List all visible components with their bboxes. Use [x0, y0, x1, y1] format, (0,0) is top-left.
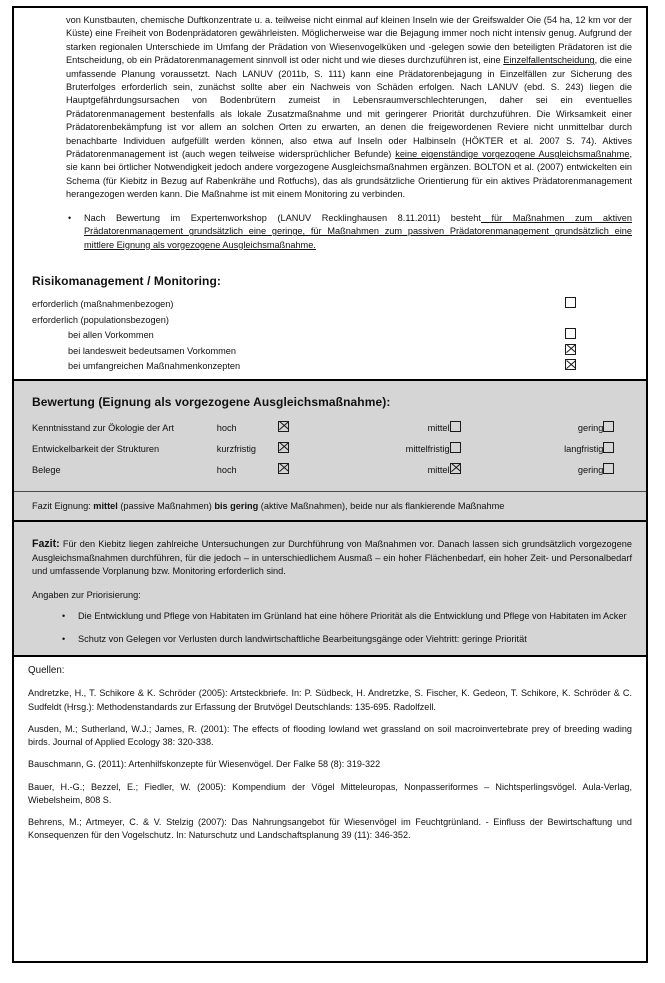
bewertung-section: [14, 381, 646, 491]
checkbox-unchecked[interactable]: [450, 421, 461, 432]
table-row: [32, 328, 632, 344]
spacer: [306, 418, 379, 439]
bewertung-option-label: gering: [577, 464, 604, 475]
bewertung-gray-region: [14, 381, 646, 655]
risikomanagement-title: Risikomanagement / Monitoring:: [32, 273, 222, 288]
checkbox-checked[interactable]: [278, 463, 289, 474]
quellen-reference: Bauer, H.-G.; Bezzel, E.; Fiedler, W. (2005): Kompendium der Vögel Mitteleuropas, Nonpasseriformes – Nichtsperlingsvögel. Aula-Verlag, Wiebelsheim, 808 S.: [28, 781, 632, 805]
narrative-bullet-segment: Nach Bewertung im Expertenworkshop (LANUV Recklinghausen 8.11.2011) besteht: [84, 212, 481, 223]
spacer: [478, 460, 544, 481]
risk-row-checkbox-cell: [565, 313, 632, 329]
list-item: [60, 610, 632, 623]
quellen-reference: Ausden, M.; Sutherland, W.J.; James, R. (2001): The effects of flooding lowland wet grassland on soil macroinvertebrate prey of breeding wading birds. Journal of Applied Ecology 38: 320-338.: [28, 723, 632, 748]
bewertung-option-label: mittel: [427, 464, 450, 475]
bullet-marker-icon: •: [68, 212, 72, 223]
bewertung-option-label: hoch: [216, 464, 237, 475]
table-row: [32, 313, 632, 329]
bullet-marker-icon: •: [62, 611, 66, 622]
bewertung-option-label: langfristig: [564, 443, 604, 454]
table-row: [32, 418, 632, 439]
fazit-eignung-segment: Fazit Eignung:: [32, 500, 94, 511]
fazit-eignung-line: [14, 492, 646, 520]
checkbox-unchecked[interactable]: [565, 328, 576, 339]
bewertung-option-checkbox-cell: [278, 418, 307, 439]
bullet-marker-icon: •: [62, 633, 66, 644]
narrative-segment: Einzelfallentscheidung: [503, 55, 595, 66]
bewertung-option-label: kurzfristig: [216, 443, 257, 454]
spacer: [306, 439, 379, 460]
table-row: [32, 439, 632, 460]
risk-row-label: bei landesweit bedeutsamen Vorkommen: [68, 345, 237, 356]
list-item: [60, 633, 632, 646]
table-row: [32, 297, 632, 313]
checkbox-checked[interactable]: [565, 359, 576, 370]
fazit-paragraph: [32, 538, 632, 579]
bewertung-option-checkbox-cell: [450, 439, 479, 460]
checkbox-unchecked[interactable]: [603, 463, 614, 474]
table-row: [32, 359, 632, 375]
risk-row-checkbox-cell: [565, 297, 632, 313]
narrative-section: [14, 8, 646, 202]
bewertung-option-label: mittelfristig: [405, 443, 450, 454]
bewertung-criterion-label: Entwickelbarkeit der Strukturen: [32, 443, 160, 454]
bewertung-option-checkbox-cell: [450, 418, 479, 439]
quellen-reference-list: [28, 687, 632, 842]
bewertung-option-label: gering: [577, 422, 604, 433]
bewertung-criterion-label: Kenntnisstand zur Ökologie der Art: [32, 422, 174, 433]
list-item: [66, 212, 632, 252]
quellen-reference: Bauschmann, G. (2011): Artenhilfskonzepte für Wiesenvögel. Der Falke 58 (8): 319-322: [28, 759, 381, 770]
bewertung-option-checkbox-cell: [278, 460, 307, 481]
risikomanagement-section: [14, 252, 646, 379]
risk-row-label: erforderlich (maßnahmenbezogen): [32, 298, 174, 309]
narrative-paragraph: [66, 14, 632, 202]
bewertung-option-checkbox-cell: [603, 439, 632, 460]
bewertung-title: Bewertung (Eignung als vorgezogene Ausgleichsmaßnahme):: [32, 394, 391, 409]
bewertung-option-checkbox-cell: [278, 439, 307, 460]
risk-row-checkbox-cell: [565, 344, 632, 360]
risk-row-label: erforderlich (populationsbezogen): [32, 314, 169, 325]
quellen-section: [14, 657, 646, 850]
quellen-reference: Behrens, M.; Artmeyer, C. & V. Stelzig (2007): Das Nahrungsangebot für Wiesenvögel im Feuchtgrünland. - Einfluss der Bewirtschaftung und Konsequenzen für den Vogelschutz. In: Naturschutz und Landschaftsplanung 39 (11): 346-352.: [28, 817, 632, 841]
checkbox-unchecked[interactable]: [603, 442, 614, 453]
checkbox-unchecked[interactable]: [603, 421, 614, 432]
bewertung-criterion-label: Belege: [32, 464, 61, 475]
document-page: [12, 6, 648, 963]
bewertung-option-label: hoch: [216, 422, 237, 433]
risikomanagement-table: [32, 297, 632, 375]
table-row: [32, 344, 632, 360]
narrative-segment: von Kunstbauten, chemische Duftkonzentrate u. a. teilweise nicht einmal auf kleinen Inseln wie der Greifswalder Oie (54 ha, 12 km vor der Küste) eine Freiheit von Bodenprädatoren gewährleisten. Möglicherweise war die Bejagung immer noch nicht intensiv genug. Aufgrund der starken regionalen Unterschiede im Umfang der Prädation von Wiesenvogelküken und -gelegen sowie den beteiligten Prädatoren ist die Entscheidung, ob ein Prädatorenmanagement sinnvoll ist oder nicht und wie dieses durchzuführen ist, eine: [66, 15, 632, 66]
narrative-bullet-segment: für Maßnahmen zum aktiven Prädatorenmanagement grundsätzlich eine geringe, für Maßnahmen zum passiven Prädatorenmanagement grundsätzlich eine mittlere Eignung als vorgezogene Ausgleichsmaßnahme.: [84, 212, 632, 250]
risk-row-checkbox-cell: [565, 328, 632, 344]
priorisierung-item-text: Die Entwicklung und Pflege von Habitaten im Grünland hat eine höhere Priorität als die Entwicklung und Pflege von Habitaten im Acker: [78, 611, 627, 622]
bewertung-option-checkbox-cell: [603, 418, 632, 439]
priorisierung-list: [32, 610, 632, 646]
checkbox-unchecked[interactable]: [565, 297, 576, 308]
spacer: [478, 439, 544, 460]
table-row: [32, 460, 632, 481]
fazit-eignung-segment: (aktive Maßnahmen), beide nur als flankierende Maßnahme: [258, 500, 505, 511]
bewertung-option-checkbox-cell: [603, 460, 632, 481]
narrative-segment: , die eine umfassende Planung voraussetzt. Nach LANUV (2011b, S. 111) kann eine Prädatorenbejagung in Einzelfällen zur Sicherung des Bruterfolges erforderlich sein, zunächst sollte aber ein Nachweis von Schäden erfolgen. Nach LANUV (ebd. S. 243) liegen die Hauptgefährdungsursachen von Bodenbrütern zumeist in Lebensraumverschlechterungen, daher sei ein eventuelles Prädatorenmanagement bestenfalls als lokale Zusatzmaßnahme und mit geringerer Priorität durchzuführen. Die Wirksamkeit einer Prädatorenbekämpfung ist vor allem an solchen Orten zu erwarten, an denen die freigewordenen Reviere nicht unmittelbar durch benachbarte Individuen aufgefüllt werden können, also etwa auf Inseln oder Halbinseln (HÖKTER et al. 2007 S. 74). Aktives Prädatorenmanagement ist (auch wegen teilweise widersprüchlicher Befunde): [66, 55, 633, 160]
narrative-segment: , sie kann bei örtlicher Notwendigkeit jedoch andere vorgezogene Ausgleichsmaßnahmen ergänzen. BOLTON et al. (2007) entwickelten ein Schema (für Kiebitz in Bezug auf Rabenkrähe und Rotfuchs), das als grundsätzliche Orientierung für ein aktives Prädatorenmanagement herangezogen werden kann. Die Maßnahme ist mit einem Monitoring zu verbinden.: [66, 149, 632, 200]
checkbox-checked[interactable]: [278, 421, 289, 432]
risk-row-label: bei umfangreichen Maßnahmenkonzepten: [68, 361, 241, 372]
narrative-segment: keine eigenständige vorgezogene Ausgleichsmaßnahme: [395, 149, 630, 160]
risk-row-label: bei allen Vorkommen: [68, 330, 154, 341]
checkbox-checked[interactable]: [450, 463, 461, 474]
fazit-section: [14, 522, 646, 655]
fazit-body-text: Für den Kiebitz liegen zahlreiche Untersuchungen zur Durchführung von Maßnahmen vor. Danach lassen sich grundsätzlich vorgezogene Ausgleichsmaßnahmen durchführen, für die jedoch – in unterschiedlichem Ausmaß – ein hoher Flächenbedarf, ein hoher Zeit- und Personalbedarf und umfassende Vorplanung bzw. Monitoring erforderlich sind.: [32, 539, 632, 577]
fazit-eignung-segment: bis gering: [214, 500, 259, 511]
spacer: [306, 460, 379, 481]
checkbox-checked[interactable]: [278, 442, 289, 453]
priorisierung-item-text: Schutz von Gelegen vor Verlusten durch landwirtschaftliche Bearbeitungsgänge oder Viehtritt: geringe Priorität: [78, 633, 527, 644]
bewertung-option-checkbox-cell: [450, 460, 479, 481]
fazit-eignung-segment: (passive Maßnahmen): [117, 500, 215, 511]
risk-row-checkbox-cell: [565, 359, 632, 375]
priorisierung-label: Angaben zur Priorisierung:: [32, 589, 141, 600]
checkbox-checked[interactable]: [565, 344, 576, 355]
checkbox-unchecked[interactable]: [450, 442, 461, 453]
spacer: [478, 418, 544, 439]
bewertung-option-label: mittel: [427, 422, 450, 433]
narrative-bullet-list: [14, 202, 646, 252]
quellen-title: Quellen:: [28, 665, 65, 677]
quellen-reference: Andretzke, H., T. Schikore & K. Schröder (2005): Artsteckbriefe. In: P. Südbeck, H. Andretzke, S. Fischer, K. Gedeon, T. Schikore, K. Schröder & C. Sudfeldt (Hrsg.): Methodenstandards zur Erfassung der Brutvögel Deutschlands: 135-695. Radolfzell.: [28, 688, 632, 712]
bewertung-table: [32, 418, 632, 481]
fazit-eignung-segment: mittel: [93, 500, 118, 511]
narrative-bullet-text: [84, 212, 632, 252]
fazit-label: Fazit:: [32, 538, 60, 551]
